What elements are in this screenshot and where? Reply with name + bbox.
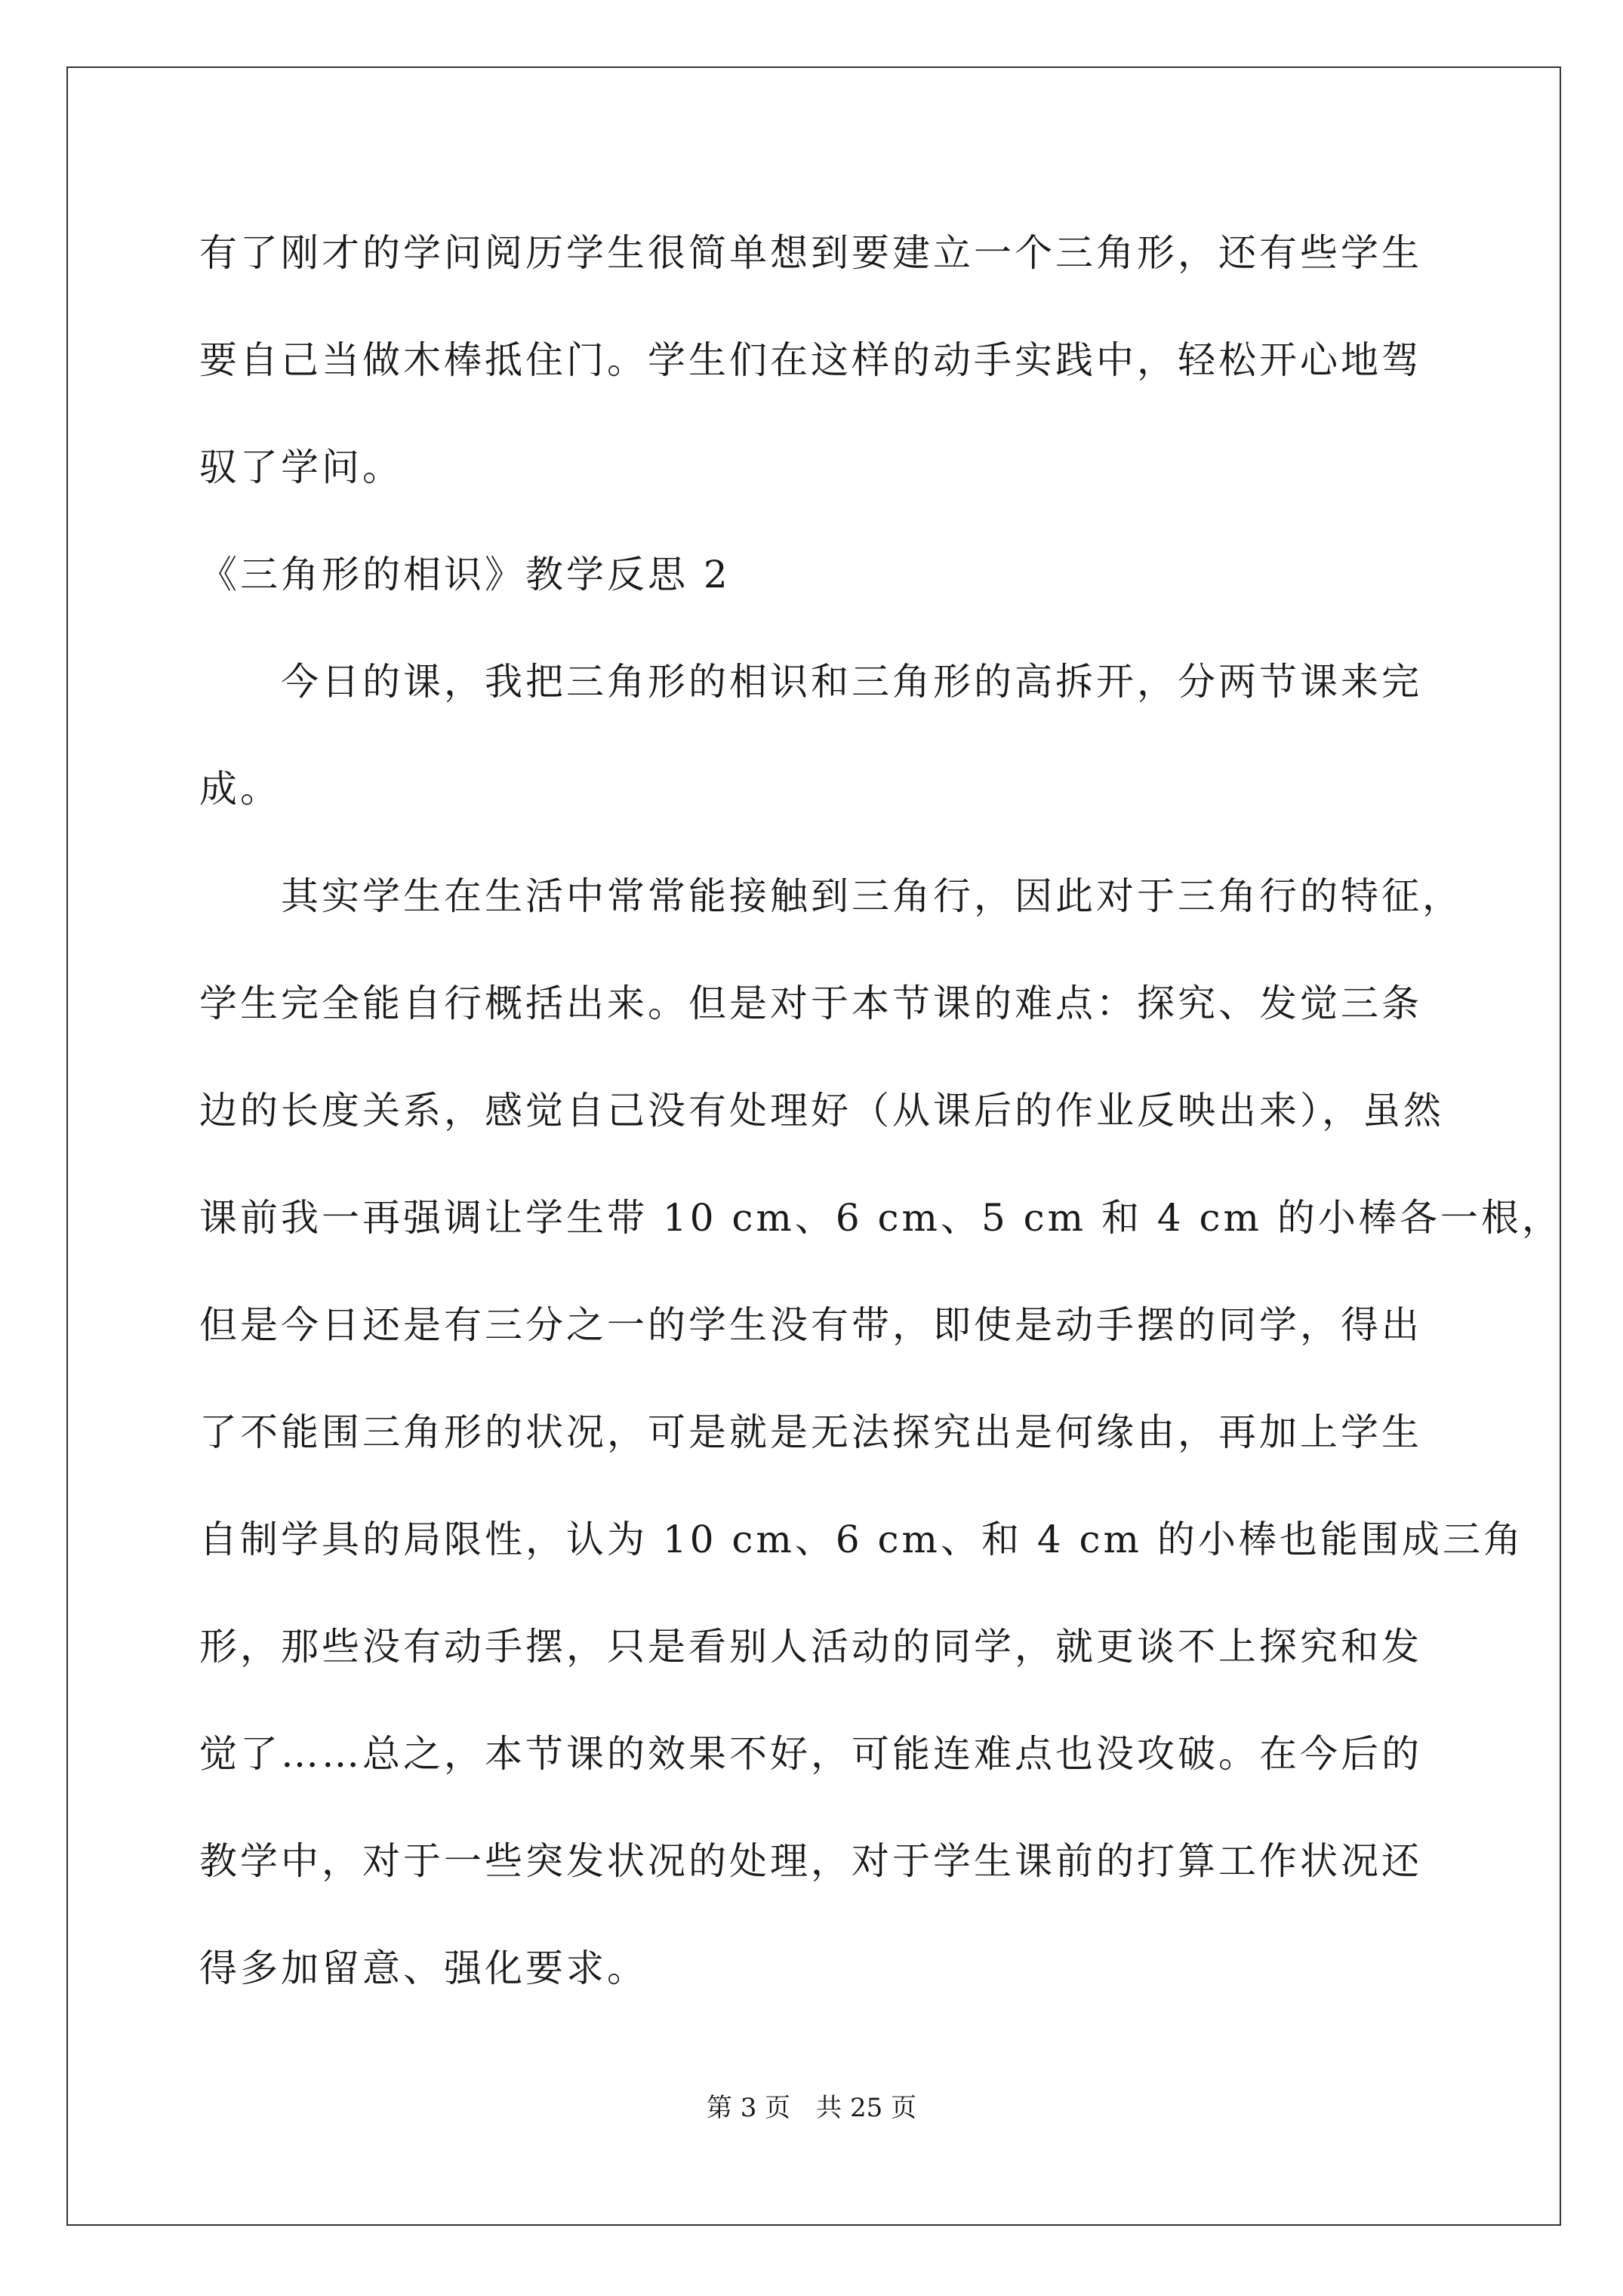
text-line: 得多加留意、强化要求。: [199, 1946, 648, 1990]
section-heading: 《三角形的相识》教学反思 2: [199, 553, 731, 596]
text-line: 了不能围三角形的状况，可是就是无法探究出是何缘由，再加上学生: [199, 1410, 1422, 1454]
text-line: 今日的课，我把三角形的相识和三角形的高拆开，分两节课来完: [199, 660, 1422, 704]
text-line: 边的长度关系，感觉自己没有处理好（从课后的作业反映出来），虽然: [199, 1089, 1444, 1133]
text-line: 要自己当做木棒抵住门。学生们在这样的动手实践中，轻松开心地驾: [199, 338, 1422, 382]
text-line: 但是今日还是有三分之一的学生没有带，即使是动手摆的同学，得出: [199, 1303, 1422, 1347]
page-number-footer: 第 3 页 共 25 页: [706, 2093, 917, 2123]
text-line: 成。: [199, 767, 281, 811]
text-line: 觉了……总之，本节课的效果不好，可能连难点也没攻破。在今后的: [199, 1732, 1422, 1776]
document-body: [199, 215, 1563, 2038]
text-line: 教学中，对于一些突发状况的处理，对于学生课前的打算工作状况还: [199, 1839, 1422, 1883]
text-line: 自制学具的局限性，认为 10 cm、6 cm、和 4 cm 的小棒也能围成三角: [199, 1518, 1524, 1561]
text-line: 有了刚才的学问阅历学生很简单想到要建立一个三角形，还有些学生: [199, 231, 1422, 275]
text-line: 驭了学问。: [199, 445, 403, 489]
text-line: 课前我一再强调让学生带 10 cm、6 cm、5 cm 和 4 cm 的小棒各一根，: [199, 1196, 1563, 1240]
text-line: 学生完全能自行概括出来。但是对于本节课的难点：探究、发觉三条: [199, 982, 1422, 1025]
text-line: 形，那些没有动手摆，只是看别人活动的同学，就更谈不上探究和发: [199, 1625, 1422, 1669]
text-line: 其实学生在生活中常常能接触到三角行，因此对于三角行的特征，: [199, 874, 1463, 918]
